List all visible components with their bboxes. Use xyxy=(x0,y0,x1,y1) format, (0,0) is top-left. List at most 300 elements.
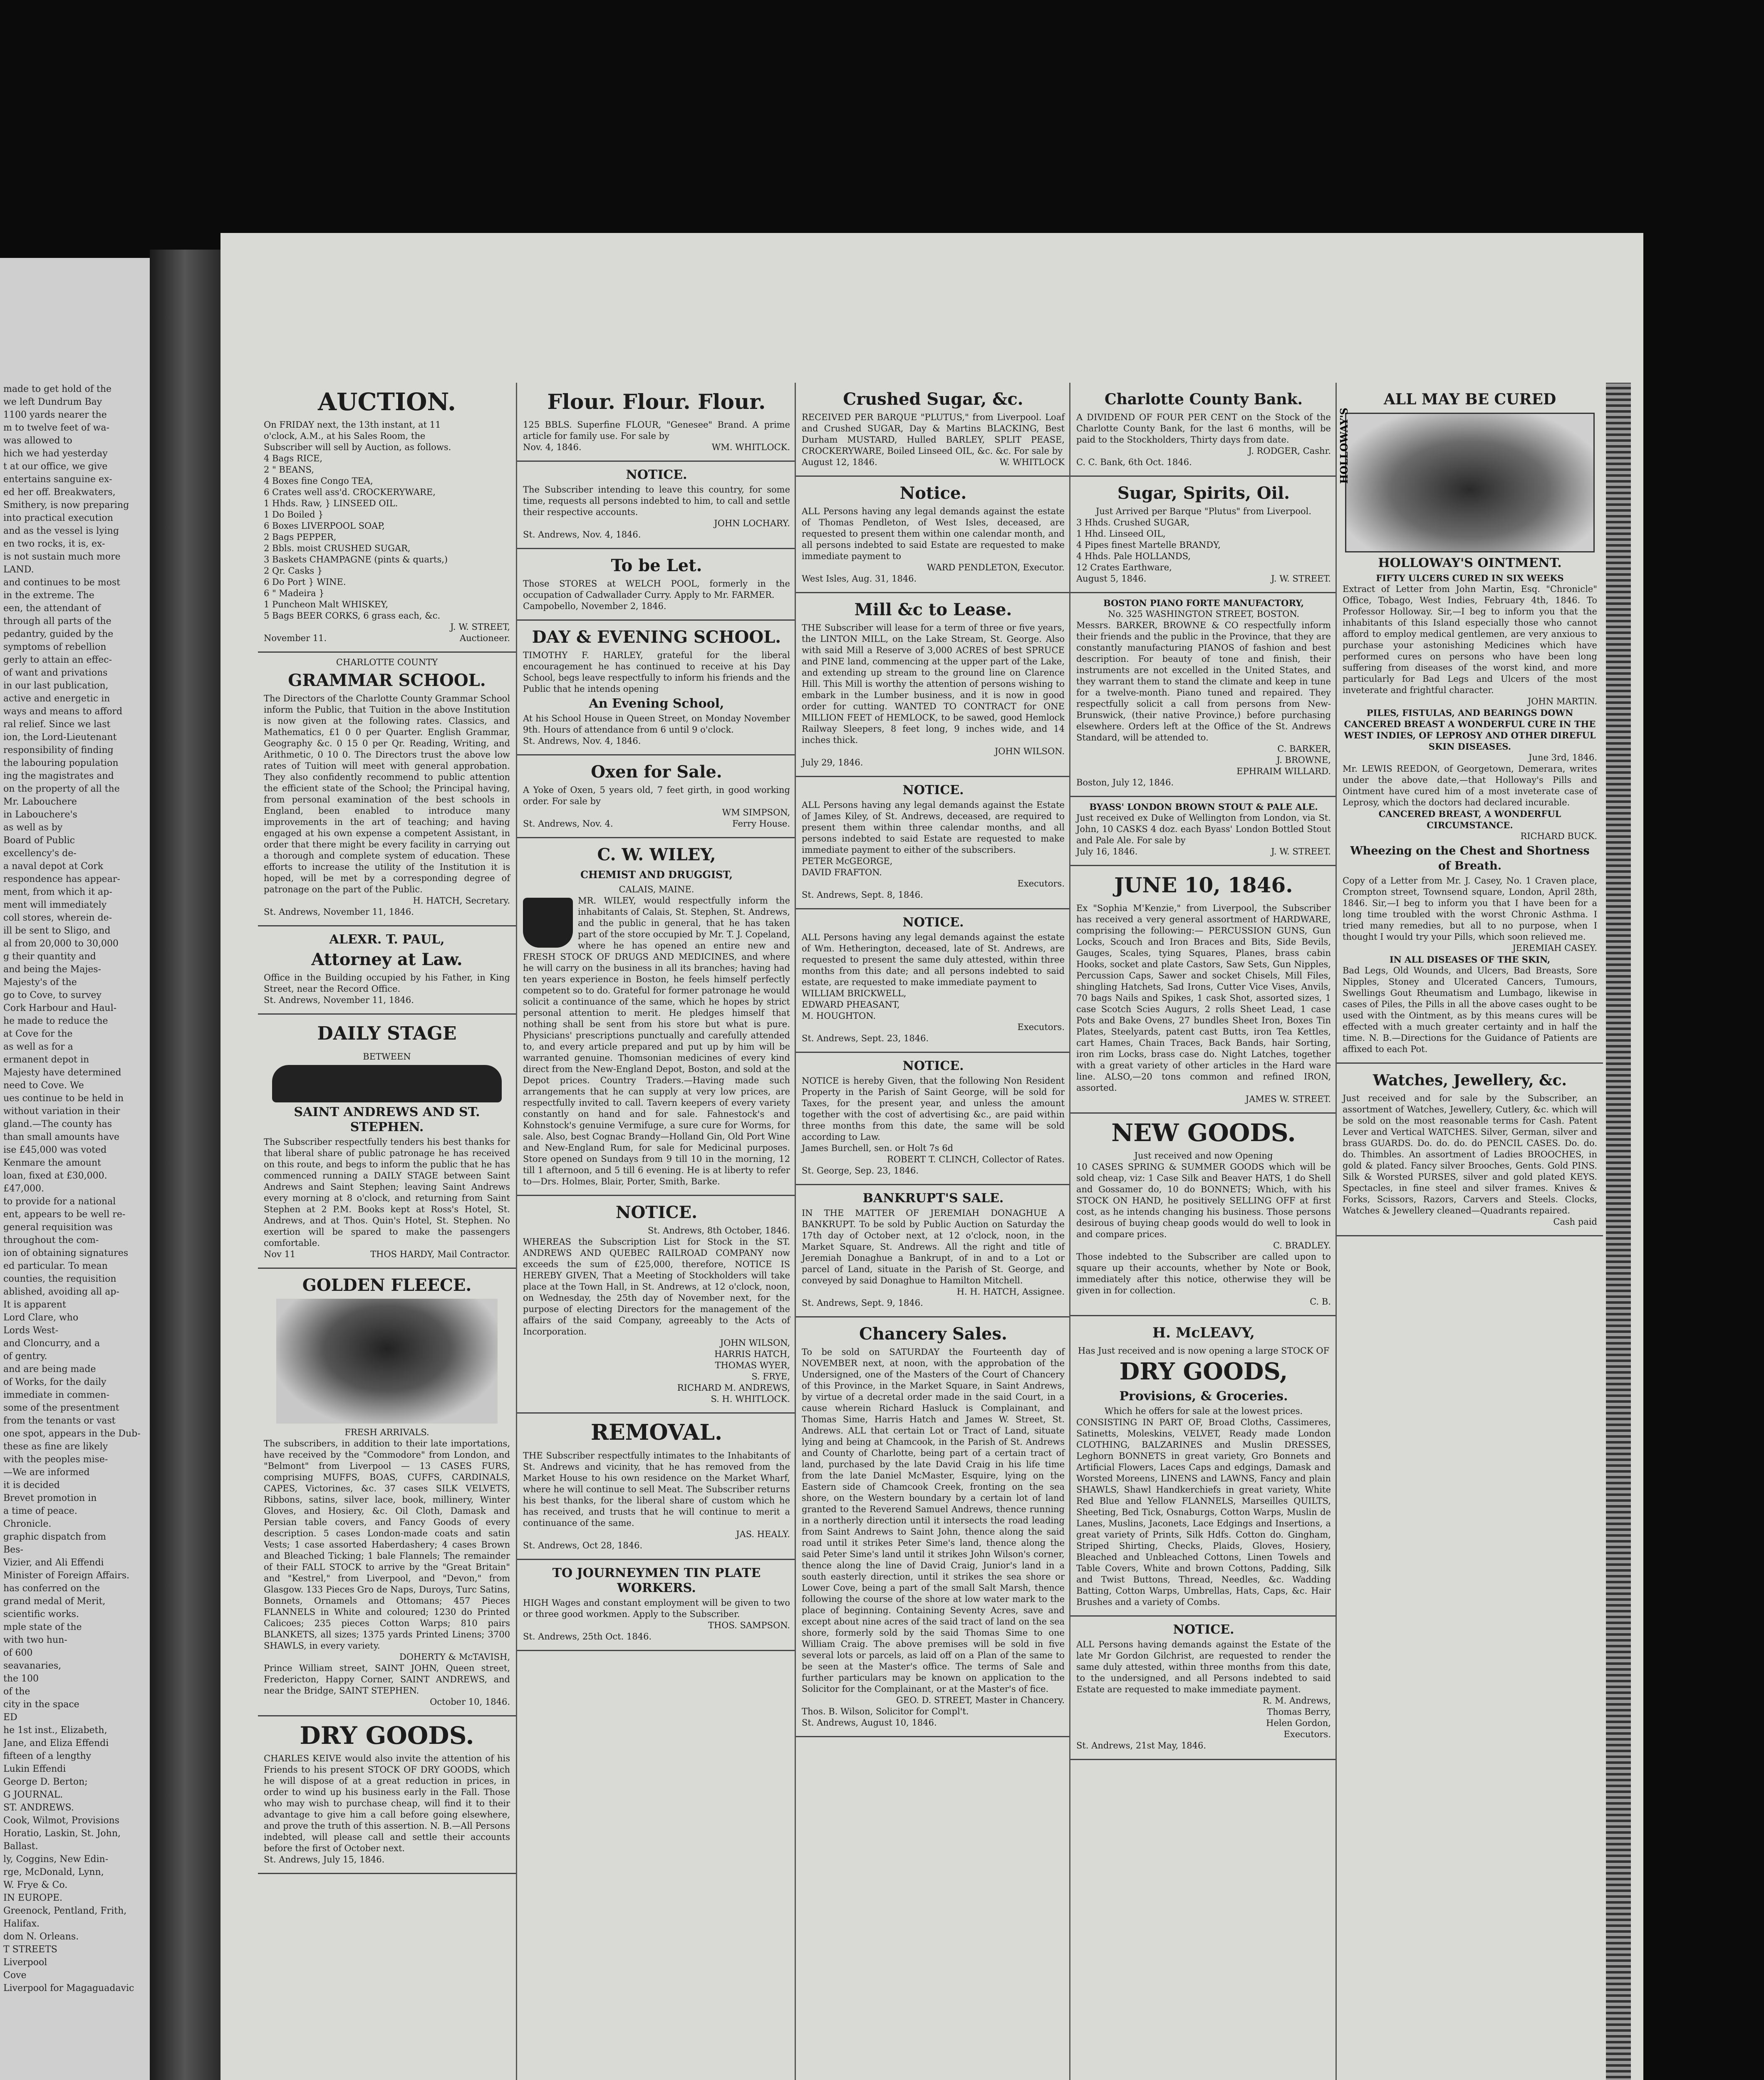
column-1 xyxy=(258,383,516,2080)
stage-signature: THOS HARDY, Mail Contractor. xyxy=(370,1249,510,1259)
grammar-title: GRAMMAR SCHOOL. xyxy=(288,671,486,690)
wiley-sub: CHEMIST AND DRUGGIST, xyxy=(580,869,733,881)
left-fragment-line: Majesty's of the xyxy=(3,977,77,988)
tin-body: HIGH Wages and constant employment will be given to two or three good workmen. Apply to the Subscriber. xyxy=(523,1598,790,1619)
pendleton-title: Notice. xyxy=(899,483,967,503)
hetherington-signer: M. HOUGHTON. xyxy=(802,1011,876,1021)
left-fragment-line: ed her off. Breakwaters, xyxy=(3,487,116,498)
left-fragment-line: go to Cove, to survey xyxy=(3,990,102,1000)
pendleton-body: ALL Persons having any legal demands against the estate of Thomas Pendleton, of West Isles, deceased, are requested to present them within one calendar month, and all persons indebted to said Estate are requested to make immediate payment to xyxy=(802,506,1065,561)
left-fragment-line: ment, from which it ap- xyxy=(3,887,112,897)
left-fragment-line: one spot, appears in the Dub- xyxy=(3,1429,141,1439)
left-fragment-line: Kenmare the amount xyxy=(3,1158,101,1168)
flour-date: Nov. 4, 1846. xyxy=(523,442,582,452)
spirits-line: 12 Crates Earthware, xyxy=(1076,562,1172,572)
chancery-solicitor: Thos. B. Wilson, Solicitor for Compl't. xyxy=(802,1706,969,1716)
bank-body: A DIVIDEND OF FOUR PER CENT on the Stock of the Charlotte County Bank, for the last 6 months, will be paid to the Stockholders, Thirty days from date. xyxy=(1076,412,1331,445)
watches-body: Just received and for sale by the Subscriber, an assortment of Watches, Jewellery, Cutlery, &c. which will be sold on the most reasonable terms for Cash. Patent Lever and Vertical WATCHES. Silver, German, silver and brass GUARDS. Do. do. do. do PENCIL CASES. Do. do. do. Thimbles. An assortment of Ladies BROOCHES, in gold & plated. Fancy silver Brooches, Gents. Gold PINS. Silk & Worsted PURSES, silver and gold plated KEYS. Spectacles, in fine steel and silver frames. Knives & Forks, Scissors, Razors, Carvers and Steels. Clocks, Watches & Jewellery cleaned—Quadrants repaired. xyxy=(1343,1093,1597,1216)
watches-sig: Cash paid xyxy=(1553,1217,1597,1227)
left-fragment-line: it is decided xyxy=(3,1480,60,1491)
left-fragment-line: hich we had yesterday xyxy=(3,448,108,459)
column-grid xyxy=(258,383,1635,2080)
left-fragment-line: fifteen of a lengthy xyxy=(3,1751,92,1761)
grammar-school-ad xyxy=(258,653,516,926)
auction-line: 6 " Madeira } xyxy=(264,588,325,598)
auction-line: 6 Boxes LIVERPOOL SOAP, xyxy=(264,521,385,531)
holloway-sig3: JEREMIAH CASEY. xyxy=(1512,943,1597,953)
pendleton-date: West Isles, Aug. 31, 1846. xyxy=(802,574,917,584)
attorney-date: St. Andrews, November 11, 1846. xyxy=(264,995,414,1005)
attorney-name: ALEXR. T. PAUL, xyxy=(329,932,445,947)
auction-line: 2 Qr. Casks } xyxy=(264,566,323,576)
left-fragment-line: of 600 xyxy=(3,1648,33,1658)
sugar-footer xyxy=(802,457,1065,468)
fleece-date: October 10, 1846. xyxy=(430,1697,510,1707)
stage-between: BETWEEN xyxy=(363,1052,411,1062)
crushed-sugar-ad xyxy=(796,383,1070,477)
left-fragment-line: scientific works. xyxy=(3,1609,79,1619)
gilchrist-notice xyxy=(1070,1617,1337,1760)
left-fragment-line: with two hun- xyxy=(3,1635,67,1645)
watches-ad xyxy=(1337,1064,1603,1236)
bankrupt-body: IN THE MATTER OF JEREMIAH DONAGHUE A BANKRUPT. To be sold by Public Auction on Saturday the 17th day of October next, at 12 o'clock, noon, in the Market Square, St. Andrews. All the right and title of Jeremiah Donaghue a Bankrupt, of in and to a Lot or parcel of Land, situate in the Parish of St. George, and conveyed by said Donaghue to Hamilton Mitchell. xyxy=(802,1208,1065,1285)
hetherington-signer: EDWARD PHEASANT, xyxy=(802,1000,900,1010)
flour-body: 125 BBLS. Superfine FLOUR, "Genesee" Brand. A prime article for family use. For sale by xyxy=(523,420,790,441)
oxen-ad xyxy=(517,755,796,838)
left-fragment-line: ing the magistrates and xyxy=(3,771,114,781)
gilchrist-role: Executors. xyxy=(1283,1729,1331,1739)
left-fragment-line: G JOURNAL. xyxy=(3,1790,63,1800)
stage-route: SAINT ANDREWS AND ST. STEPHEN. xyxy=(294,1105,480,1134)
mill-date: July 29, 1846. xyxy=(802,758,863,768)
left-fragment-line: counties, the requisition xyxy=(3,1274,116,1284)
holloway-sig2: RICHARD BUCK. xyxy=(1520,831,1597,841)
holloway-head6: IN ALL DISEASES OF THE SKIN, xyxy=(1389,954,1551,965)
piano-signer: EPHRAIM WILLARD. xyxy=(1236,766,1331,776)
left-fragment-line: seavanaries, xyxy=(3,1661,62,1671)
keive-date: St. Andrews, July 15, 1846. xyxy=(264,1855,385,1865)
piano-date: Boston, July 12, 1846. xyxy=(1076,778,1174,787)
left-fragment-line: of want and privations xyxy=(3,668,108,678)
auction-line: 6 Crates well ass'd. CROCKERYWARE, xyxy=(264,487,436,497)
left-fragment-line: ion of obtaining signatures xyxy=(3,1248,129,1258)
attorney-ad xyxy=(258,926,516,1015)
left-fragment-line: Horatio, Laskin, St. John, xyxy=(3,1828,121,1839)
spirits-ad xyxy=(1070,477,1337,593)
left-fragment-line: coll stores, wherein de- xyxy=(3,913,112,923)
oxen-signature: WM SIMPSON, xyxy=(722,807,790,817)
left-fragment-line: of Works, for the daily xyxy=(3,1377,107,1387)
auction-line: 2 Bbls. moist CRUSHED SUGAR, xyxy=(264,543,411,553)
left-fragment-line: ed particular. To mean xyxy=(3,1261,108,1271)
railroad-date: St. Andrews, 8th October, 1846. xyxy=(647,1226,790,1236)
keive-title: DRY GOODS. xyxy=(300,1721,474,1750)
left-fragment-line: need to Cove. We xyxy=(3,1080,84,1091)
left-fragment-line: in the extreme. The xyxy=(3,590,94,601)
auction-role: Auctioneer. xyxy=(459,633,510,643)
left-fragment-line: mple state of the xyxy=(3,1622,82,1632)
wiley-druggist-ad xyxy=(517,838,796,1196)
day-evening-school-ad xyxy=(517,621,796,755)
left-fragment-line: he 1st inst., Elizabeth, xyxy=(3,1725,107,1736)
tin-workers-ad xyxy=(517,1560,796,1651)
holloway-head4: CANCERED BREAST, A WONDERFUL CIRCUMSTANCE. xyxy=(1378,809,1561,830)
kiley-title: NOTICE. xyxy=(902,783,964,797)
railroad-signer: THOMAS WYER, xyxy=(715,1360,790,1370)
book-gutter xyxy=(150,250,220,2080)
left-fragment-line: —We are informed xyxy=(3,1467,90,1478)
left-fragment-line: ise £45,000 was voted xyxy=(3,1145,107,1155)
lochary-body: The Subscriber intending to leave this country, for some time, requests all persons indebted to him, to call and settle their respective accounts. xyxy=(523,485,790,517)
auction-ad xyxy=(258,383,516,653)
fleece-title: GOLDEN FLEECE. xyxy=(302,1275,472,1295)
chancery-sales-ad xyxy=(796,1317,1070,1737)
attorney-body: Office in the Building occupied by his Father, in King Street, near the Record Office. xyxy=(264,973,510,994)
left-fragment-text xyxy=(3,258,145,1995)
auction-line: 1 Do Boiled } xyxy=(264,510,324,520)
piano-signers xyxy=(1076,743,1331,777)
removal-date: St. Andrews, Oct 28, 1846. xyxy=(523,1540,643,1550)
lochary-date: St. Andrews, Nov. 4, 1846. xyxy=(523,530,641,540)
left-fragment-line: ral relief. Since we last xyxy=(3,719,111,730)
left-fragment-line: of the xyxy=(3,1686,30,1697)
holloway-body4: Bad Legs, Old Wounds, and Ulcers, Bad Breasts, Sore Nipples, Stoney and Ulcerated Cancers, Tumours, Swellings Gout Rheumatism and Lumbago, likewise in cases of Piles, the Pills in all the above cases ought to be used with the Ointment, as by this means cures will be effected with a much greater certainty and in half the time. N. B.—Directions for the Guidance of Patients are affixed to each Pot. xyxy=(1343,966,1597,1054)
removal-signature: JAS. HEALY. xyxy=(736,1529,790,1539)
auction-line: 5 Bags BEER CORKS, 6 grass each, &c. xyxy=(264,611,441,621)
to-let-date: Campobello, November 2, 1846. xyxy=(523,601,666,611)
kiley-role: Executors. xyxy=(1017,879,1065,889)
stout-title: BYASS' LONDON BROWN STOUT & PALE ALE. xyxy=(1089,802,1318,812)
railroad-notice xyxy=(517,1196,796,1414)
left-fragment-line: It is apparent xyxy=(3,1300,66,1310)
left-fragment-line: Cove xyxy=(3,1970,27,1981)
left-fragment-line: symptoms of rebellion xyxy=(3,642,107,652)
holloway-banner: ALL MAY BE CURED xyxy=(1383,391,1556,408)
left-fragment-line: grand medal of Merit, xyxy=(3,1596,106,1607)
bankrupt-signature: H. H. HATCH, Assignee. xyxy=(956,1287,1065,1297)
left-fragment-line: of gentry. xyxy=(3,1351,47,1362)
left-fragment-line: dom N. Orleans. xyxy=(3,1931,79,1942)
mcleavy-sub2: Which he offers for sale at the lowest prices. xyxy=(1104,1406,1303,1416)
left-fragment-line: and as the vessel is lying xyxy=(3,526,119,536)
gilchrist-signer: Helen Gordon, xyxy=(1266,1718,1331,1728)
left-fragment-line: t at our office, we give xyxy=(3,461,108,472)
hardware-ad xyxy=(1070,866,1337,1114)
kiley-notice xyxy=(796,777,1070,909)
auction-line: 3 Baskets CHAMPAGNE (pints & quarts,) xyxy=(264,555,448,565)
flour-ad xyxy=(517,383,796,462)
left-fragment-line: and continues to be most xyxy=(3,577,121,588)
left-fragment-line: Lords West- xyxy=(3,1325,59,1336)
left-fragment-line: Cork Harbour and Haul- xyxy=(3,1003,117,1013)
wiley-place: CALAIS, MAINE. xyxy=(619,884,694,894)
left-fragment-line: Minister of Foreign Affairs. xyxy=(3,1570,130,1581)
mcleavy-title2: Provisions, & Groceries. xyxy=(1119,1389,1288,1404)
left-fragment-line: Liverpool for Magaguadavic xyxy=(3,1983,134,1993)
hetherington-body: ALL Persons having any legal demands against the estate of Wm. Hetherington, deceased, late of St. Andrews, are requested to present the same duly attested, within three months from this date; and all persons indebted to said estate, are requested to make immediate payment to xyxy=(802,932,1065,987)
left-fragment-line: than small amounts have xyxy=(3,1132,120,1142)
oxen-role: Ferry House. xyxy=(732,819,790,829)
auction-line: 1 Puncheon Malt WHISKEY, xyxy=(264,599,389,609)
school-body: TIMOTHY F. HARLEY, grateful for the liberal encouragement he has continued to receive at his Day School, begs leave respectfully to inform his friends and the Public that he intends opening xyxy=(523,650,790,694)
auction-line: 2 Bags PEPPER, xyxy=(264,532,337,542)
piano-signer: C. BARKER, xyxy=(1277,744,1331,754)
june-title: JUNE 10, 1846. xyxy=(1114,873,1293,897)
gilchrist-signer: R. M. Andrews, xyxy=(1262,1696,1331,1706)
left-fragment-line: Smithery, is now preparing xyxy=(3,500,129,510)
removal-title: REMOVAL. xyxy=(590,1420,723,1445)
left-fragment-line: en two rocks, it is, ex- xyxy=(3,539,105,549)
fleece-signature: DOHERTY & McTAVISH, xyxy=(399,1652,510,1662)
right-edge-strip xyxy=(1606,383,1631,2080)
wiley-title: C. W. WILEY, xyxy=(597,845,716,864)
left-fragment-line: excellency's de- xyxy=(3,848,77,859)
spirits-signature: J. W. STREET. xyxy=(1271,574,1331,584)
stout-date: July 16, 1846. xyxy=(1076,847,1138,857)
newgoods-sub: Just received and now Opening xyxy=(1134,1151,1273,1161)
left-fragment-line: to provide for a national xyxy=(3,1196,116,1207)
left-fragment-line: ment will immediately xyxy=(3,900,107,910)
spirits-lines xyxy=(1076,517,1331,573)
left-fragment-line: into practical execution xyxy=(3,513,113,523)
left-fragment-line: he made to reduce the xyxy=(3,1016,108,1026)
bank-title: Charlotte County Bank. xyxy=(1105,391,1303,408)
sugar-date: August 12, 1846. xyxy=(802,457,877,467)
left-fragment-line: these as fine are likely xyxy=(3,1441,108,1452)
railroad-signer: RICHARD M. ANDREWS, xyxy=(677,1383,790,1393)
left-fragment-line: in our last publication, xyxy=(3,681,109,691)
bank-dividend-ad xyxy=(1070,383,1337,477)
left-fragment-line: has conferred on the xyxy=(3,1583,100,1594)
tax-date: St. George, Sep. 23, 1846. xyxy=(802,1166,919,1176)
spirits-line: 4 Pipes finest Martelle BRANDY, xyxy=(1076,540,1221,550)
left-fragment-line: city in the space xyxy=(3,1699,79,1710)
dry-goods-keive-ad xyxy=(258,1716,516,1874)
bankrupt-date: St. Andrews, Sept. 9, 1846. xyxy=(802,1298,923,1308)
mill-body: THE Subscriber will lease for a term of three or five years, the LINTON MILL, on the Lake Stream, St. George. Also with said Mill a Reserve of 3,000 ACRES of best SPRUCE and PINE land, commencing at the upper part of the Lake, and extending up stream to the ground line on Clarence Hill. This Mill is worthy the attention of persons wishing to embark in the Lumber business, and it is now in good order for cutting. WANTED TO CONTRACT for ONE MILLION FEET of HEMLOCK, to be sawed, good Hemlock Railway Sleepers, 8 feet long, 9 inches wide, and 14 inches thick. xyxy=(802,623,1065,745)
fleece-body: The subscribers, in addition to their late importations, have received by the "Commodore" from London, and "Belmont" from Liverpool — 13 CASES FURS, comprising MUFFS, BOAS, CUFFS, CARDINALS, CAPES, Victorines, &c. 37 cases SILK VELVETS, Ribbons, satins, silver lace, book, millinery, Winter Gloves, and Hosiery, &c. Oil Cloth, Damask and Persian table covers, and Fancy Goods of every description. 5 cases London-made coats and satin Vests; 1 case assorted Haberdashery; 4 cases Brown and Bleached Ticking; 1 bale Flannels; The remainder of their FALL STOCK to arrive by the "Great Britain" and "Kestrel," from Liverpool, and "Devon," from Glasgow. 133 Pieces Gro de Naps, Duroys, Turc Satins, Bonnets, Ornamels and Ottomans; 457 Pieces FLANNELS in White and coloured; 1230 do Printed Calicoes; 235 pieces Cotton Warps; 810 pairs BLANKETS, all sizes; 1375 yards Printed Linens; 3700 SHAWLS, in every variety. xyxy=(264,1439,510,1651)
hetherington-title: NOTICE. xyxy=(902,915,964,930)
stage-title: DAILY STAGE xyxy=(317,1023,457,1044)
left-fragment-line: is not sustain much more xyxy=(3,552,121,562)
grammar-body: The Directors of the Charlotte County Grammar School inform the Public, that Tuition in the above Institution is now given at the following rates. Classics, and Mathematics, £1 0 0 per Quarter. English Grammar, Geography &c. 0 15 0 per Qr. Reading, Writing, and Arithmetic, 0 10 0. The Directors trust the above low rates of Tuition will meet with general approbation. They also confidently recommend to public attention the efficient state of the School; the Principal having, from personal examination of the best schools in England, been enabled to introduce many improvements in the art of teaching; and having engaged at his own expense a competent Assistant, in order that there might be every facility in carrying out a thorough and complete system of education. These efforts to increase the utility of the Institution it is hoped, will be met by a corresponding degree of patronage on the part of the Public. xyxy=(264,693,510,894)
fleece-sub: FRESH ARRIVALS. xyxy=(344,1427,429,1437)
left-fragment-line: ablished, avoiding all ap- xyxy=(3,1287,119,1297)
left-fragment-line: made to get hold of the xyxy=(3,384,112,394)
left-fragment-line: T STREETS xyxy=(3,1944,57,1955)
oxen-footer xyxy=(523,818,790,830)
holloway-woodcut-illustration xyxy=(1345,413,1595,552)
left-fragment-line: Majesty have determined xyxy=(3,1067,121,1078)
tax-body: NOTICE is hereby Given, that the following Non Resident Property in the Parish of Saint George, will be sold for Taxes, for the present year, and unless the amount together with the cost of advertising &c., are paid within three months from this date, the same will be sold according to Law. xyxy=(802,1076,1065,1142)
holloway-body1: Extract of Letter from John Martin, Esq. "Chronicle" Office, Tobago, West Indies, February 4th, 1846. To Professor Holloway. Sir,—I beg to inform you that the inhabitants of this Island especially those who cannot afford to employ medical gentlemen, are very anxious to purchase your astonishing Medicines which have performed cures on persons who have been long suffering from diseases of the worst kind, and more particularly for Bad Legs and Ulcers of the most inveterate and frightful character. xyxy=(1343,584,1597,695)
hetherington-notice xyxy=(796,909,1070,1053)
left-fragment-line: Ballast. xyxy=(3,1841,38,1852)
left-fragment-line: Liverpool xyxy=(3,1957,47,1968)
stagecoach-illustration xyxy=(272,1065,502,1102)
to-let-title: To be Let. xyxy=(611,556,702,575)
school-title: DAY & EVENING SCHOOL. xyxy=(532,627,781,647)
mcleavy-title: DRY GOODS, xyxy=(1119,1358,1288,1385)
holloway-date3: June 3rd, 1846. xyxy=(1529,753,1597,763)
left-fragment-line: Greenock, Pentland, Frith, xyxy=(3,1906,127,1916)
left-fragment-line: Brevet promotion in xyxy=(3,1493,97,1503)
piano-address: No. 325 WASHINGTON STREET, BOSTON. xyxy=(1107,609,1300,619)
railroad-body: WHEREAS the Subscription List for Stock in the ST. ANDREWS AND QUEBEC RAILROAD COMPANY now exceeds the sum of £25,000, therefore, NOTICE IS HEREBY GIVEN, That a Meeting of Stockholders will take place at the Town Hall, in St. Andrews, at 12 o'clock, noon, on Wednesday, the 25th day of November next, for the purpose of electing Directors for the management of the affairs of the said Company, agreeably to the Acts of Incorporation. xyxy=(523,1237,790,1337)
spirits-title: Sugar, Spirits, Oil. xyxy=(1117,483,1290,503)
left-fragment-line: Vizier, and Ali Effendi xyxy=(3,1558,104,1568)
bank-signature: J. RODGER, Cashr. xyxy=(1248,446,1331,456)
oxen-date: St. Andrews, Nov. 4. xyxy=(523,819,613,829)
holloway-head3: CANCERED BREAST A WONDERFUL CURE IN THE WEST INDIES, OF LEPROSY AND OTHER DIREFUL SKIN DISEASES. xyxy=(1344,719,1596,752)
auction-line: o'clock, A.M., at his Sales Room, the xyxy=(264,431,426,441)
kiley-signer: PETER McGEORGE, xyxy=(802,856,893,866)
holloway-ad xyxy=(1337,383,1603,1064)
left-fragment-line: and are being made xyxy=(3,1364,96,1374)
tax-signature: ROBERT T. CLINCH, Collector of Rates. xyxy=(887,1154,1065,1164)
left-fragment-line: IN EUROPE. xyxy=(3,1893,62,1903)
holloway-head5: Wheezing on the Chest and Shortness of Breath. xyxy=(1350,844,1590,872)
stout-footer xyxy=(1076,846,1331,857)
left-fragment-line: from the tenants or vast xyxy=(3,1416,116,1426)
auction-line: Subscriber will sell by Auction, as follows. xyxy=(264,442,451,452)
to-let-ad xyxy=(517,549,796,621)
hetherington-role: Executors. xyxy=(1017,1022,1065,1032)
mcleavy-sub: Has Just received and is now opening a large STOCK OF xyxy=(1078,1346,1330,1356)
flour-title: Flour. Flour. Flour. xyxy=(547,389,766,414)
left-fragment-line: Jane, and Eliza Effendi xyxy=(3,1738,109,1748)
grammar-date: St. Andrews, November 11, 1846. xyxy=(264,907,414,917)
tax-notice xyxy=(796,1053,1070,1185)
left-fragment-line: g their quantity and xyxy=(3,951,96,962)
hetherington-signers xyxy=(802,988,1065,1022)
left-fragment-line: without variation in their xyxy=(3,1106,120,1117)
pendleton-notice xyxy=(796,477,1070,593)
spirits-sub: Just Arrived per Barque "Plutus" from Liverpool. xyxy=(1095,506,1312,516)
left-fragment-line: rge, McDonald, Lynn, xyxy=(3,1867,104,1877)
auction-date: November 11. xyxy=(264,633,327,643)
to-let-body: Those STORES at WELCH POOL, formerly in the occupation of Cadwallader Curry. Apply to Mr. FARMER. xyxy=(523,579,790,600)
left-fragment-line: ly, Coggins, New Edin- xyxy=(3,1854,109,1865)
auction-signature: J. W. STREET, xyxy=(450,622,510,632)
keive-body: CHARLES KEIVE would also invite the attention of his Friends to his present STOCK OF DRY GOODS, which he will dispose of at a great reduction in prices, in order to wind up his business early in the Fall. Those who may wish to purchase cheap, will find it to their advantage to give him a call before going elsewhere, and prove the truth of this assertion. N. B.—All Persons indebted, will please call and settle their accounts before the first of October next. xyxy=(264,1753,510,1853)
gilchrist-title: NOTICE. xyxy=(1173,1622,1234,1637)
auction-line: On FRIDAY next, the 13th instant, at 11 xyxy=(264,420,441,430)
gilchrist-signers xyxy=(1076,1695,1331,1729)
left-fragment-line: we left Dundrum Bay xyxy=(3,397,102,407)
newgoods-title: NEW GOODS. xyxy=(1111,1119,1296,1147)
left-fragment-line: ill be sent to Sligo, and xyxy=(3,926,111,936)
left-adjacent-page-fragment xyxy=(0,258,150,2080)
mcleavy-ad xyxy=(1070,1316,1337,1617)
left-fragment-line: pedantry, guided by the xyxy=(3,629,114,639)
column-3 xyxy=(795,383,1070,2080)
stage-body: The Subscriber respectfully tenders his best thanks for that liberal share of public patronage he has received on this route, and begs to inform the public that he has commenced running a DAILY STAGE between Saint Andrews and Saint Stephen; leaving Saint Andrews every morning at 8 o'clock, and returning from Saint Stephen at 2 P.M. Books kept at Ross's Hotel, St. Andrews, and at Thos. Quin's Hotel, St. Stephen. No exertion will be spared to make the passengers comfortable. xyxy=(264,1137,510,1248)
column-4 xyxy=(1069,383,1337,2080)
mill-lease-ad xyxy=(796,593,1070,777)
railroad-signer: S. H. WHITLOCK. xyxy=(711,1394,790,1404)
left-fragment-line: some of the presentment xyxy=(3,1403,119,1413)
left-fragment-line: immediate in commen- xyxy=(3,1390,109,1400)
kiley-signer: DAVID FRAFTON. xyxy=(802,867,882,877)
left-fragment-line: 1100 yards nearer the xyxy=(3,410,107,420)
left-fragment-line: Lukin Effendi xyxy=(3,1764,66,1774)
left-fragment-line: and Cloncurry, and a xyxy=(3,1338,100,1349)
tin-signature: THOS. SAMPSON. xyxy=(708,1620,790,1630)
left-fragment-line: ermanent depot in xyxy=(3,1055,89,1065)
auction-title: AUCTION. xyxy=(317,388,456,416)
chancery-title: Chancery Sales. xyxy=(859,1324,1007,1344)
holloway-body3: Copy of a Letter from Mr. J. Casey, No. 1 Craven place, Crompton street, Townsend square, London, April 28th, 1846. Sir,—I beg to inform you that I have been for a long time troubled with the worst Chronic Asthma. I tried many remedies, but all to no purpose, when I thought I would try your Pills, which soon relieved me. xyxy=(1343,876,1597,942)
tax-detail: James Burchell, sen. or Holt 7s 6d xyxy=(802,1143,954,1153)
piano-title: BOSTON PIANO FORTE MANUFACTORY, xyxy=(1103,598,1304,608)
left-fragment-line: ST. ANDREWS. xyxy=(3,1803,74,1813)
left-fragment-line: the 100 xyxy=(3,1674,39,1684)
left-fragment-line: was allowed to xyxy=(3,436,72,446)
stage-date: Nov 11 xyxy=(264,1249,296,1259)
sugar-signature: W. WHITLOCK xyxy=(999,457,1065,467)
flour-signature: WM. WHITLOCK. xyxy=(711,442,790,452)
tin-title: TO JOURNEYMEN TIN PLATE WORKERS. xyxy=(552,1566,761,1595)
left-fragment-line: with the peoples mise- xyxy=(3,1454,108,1465)
mcleavy-body: CONSISTING IN PART OF, Broad Cloths, Cassimeres, Satinetts, Moleskins, VELVET, Ready made London CLOTHING, BALZARINES and Muslin DRESSES, Leghorn BONNETS in great variety, Gro Bonnets and Artificial Flowers, Laces Caps and edgings, Damask and Worsted Moreens, LINENS and LAWNS, Fancy and plain SHAWLS, Shawl Handkerchiefs in great variety, White Red Blue and Yellow FLANNELS, Marseilles QUILTS, Sheeting, Bed Tick, Osnaburgs, Cotton Warps, Muslin de Lanes, Muslins, Jaconets, Lace Edgings and Insertions, a great variety of Prints, Silk Hdfs. Cotton do. Gingham, Striped Shirting, Checks, Plaids, Gloves, Hosiery, Bleached and Unbleached Cottons, Linen Towels and Table Covers, White and brown Cottons, Padding, Silk and Twist Buttons, Thread, Needles, &c. Wadding Batting, Cotton Warps, Umbrellas, Hats, Caps, &c. Hair Brushes and a variety of Combs. xyxy=(1076,1417,1331,1607)
holloway-body2: Mr. LEWIS REEDON, of Georgetown, Demerara, writes under the above date,—that Holloway's Pills and Ointment have cured him of a most inveterate case of Leprosy, which the doctors had declared incurable. xyxy=(1343,764,1597,807)
newspaper-page xyxy=(220,233,1643,2080)
left-fragment-line: entertains sanguine ex- xyxy=(3,474,112,485)
spirits-footer xyxy=(1076,573,1331,584)
piano-ad xyxy=(1070,593,1337,797)
chancery-body: To be sold on SATURDAY the Fourteenth day of NOVEMBER next, at noon, with the approbation of the Undersigned, one of the Masters of the Court of Chancery of this Province, in the Market Square, in Saint Andrews, by virtue of a decretal order made in the said Court, in a cause wherein Richard Hasluck is Complainant, and Thomas Sime, Harris Hatch and James W. Street, St. Andrews. ALL that certain Lot or Tract of Land, situate lying and being at Chamcook, in the Parish of St. Andrews and County of Charlotte, being part of a certain tract of land, purchased by the late David Craig in his life time from the late Daniel McMaster, Esquire, lying on the Eastern side of Chamcook Creek, fronting on the sea shore, on the Western boundary by a certain lot of land granted to the Reverend Samuel Andrews, thence running in a northerly direction until it intersects the road leading from Saint Andrews to Saint John, thence along the said road until it strikes Peter Sime's land, thence along the said Peter Sime's land until it strikes John Wilson's corner, thence along the line of David Craig, Junior's land in a south easterly direction, until it strikes the sea shore or Lower Cove, being a part of the small Salt Marsh, thence following the course of the shore at low water mark to the place of beginning. Containing Seventy Acres, save and except about nine acres of the said tract of land on the sea shore, formerly sold by the said Thomas Sime to one William Craig. The above premises will be sold in five several lots or parcels, as laid off on a Plan of the same to be seen at the Master's office. The terms of Sale and further particulars may be known on application to the Solicitor for the Complainant, or at the Master's of fice. xyxy=(802,1347,1065,1694)
left-fragment-line: ent, appears to be well re- xyxy=(3,1209,126,1220)
kiley-body: ALL Persons having any legal demands against the Estate of James Kiley, of St. Andrews, deceased, are required to present them within three calendar months, and all persons indebted to said Estate are requested to make immediate payment to either of the subscribers. xyxy=(802,800,1065,855)
left-fragment-line: £47,000. xyxy=(3,1184,44,1194)
left-fragment-line: ED xyxy=(3,1712,17,1723)
holloway-side-label: HOLLOWAY'S xyxy=(1338,408,1350,484)
holloway-head2: PILES, FISTULAS, AND BEARINGS DOWN xyxy=(1366,708,1573,718)
stage-footer xyxy=(264,1249,510,1260)
holloway-sig1: JOHN MARTIN. xyxy=(1527,696,1597,706)
gilchrist-date: St. Andrews, 21st May, 1846. xyxy=(1076,1741,1207,1751)
lochary-title: NOTICE. xyxy=(626,468,687,482)
spirits-line: 3 Hhds. Crushed SUGAR, xyxy=(1076,518,1190,527)
column-2 xyxy=(516,383,796,2080)
lochary-notice xyxy=(517,462,796,549)
newgoods-signature2: C. B. xyxy=(1310,1297,1331,1307)
left-fragment-line: George D. Berton; xyxy=(3,1777,88,1787)
bank-date: C. C. Bank, 6th Oct. 1846. xyxy=(1076,457,1192,467)
fleece-address: Prince William street, SAINT JOHN, Queen street, Fredericton, Happy Corner, SAINT ANDREWS, and near the Bridge, SAINT STEPHEN. xyxy=(264,1663,510,1696)
piano-signer: J. BROWNE, xyxy=(1276,755,1331,765)
left-fragment-line: Mr. Labouchere xyxy=(3,797,77,807)
left-fragment-line: a time of peace. xyxy=(3,1506,77,1516)
auction-line: 6 Do Port } WINE. xyxy=(264,577,346,587)
spirits-line: 1 Hhd. Linseed OIL, xyxy=(1076,529,1166,539)
column-5 xyxy=(1335,383,1603,2080)
left-fragment-line: as well as for a xyxy=(3,1042,73,1052)
newgoods-note: Those indebted to the Subscriber are called upon to square up their accounts, whether by Note or Book, immediately after this notice, otherwise they will be given in for collection. xyxy=(1076,1252,1331,1295)
grammar-kicker: CHARLOTTE COUNTY xyxy=(336,657,438,667)
removal-ad xyxy=(517,1414,796,1560)
tin-date: St. Andrews, 25th Oct. 1846. xyxy=(523,1632,652,1642)
golden-fleece-ad xyxy=(258,1269,516,1716)
left-fragment-line: W. Frye & Co. xyxy=(3,1880,68,1890)
hetherington-date: St. Andrews, Sept. 23, 1846. xyxy=(802,1033,929,1043)
flour-footer xyxy=(523,442,790,453)
left-fragment-line: Halifax. xyxy=(3,1919,40,1929)
chancery-date: St. Andrews, August 10, 1846. xyxy=(802,1718,937,1728)
mill-signature: JOHN WILSON. xyxy=(994,746,1065,756)
auction-footer xyxy=(264,633,510,644)
